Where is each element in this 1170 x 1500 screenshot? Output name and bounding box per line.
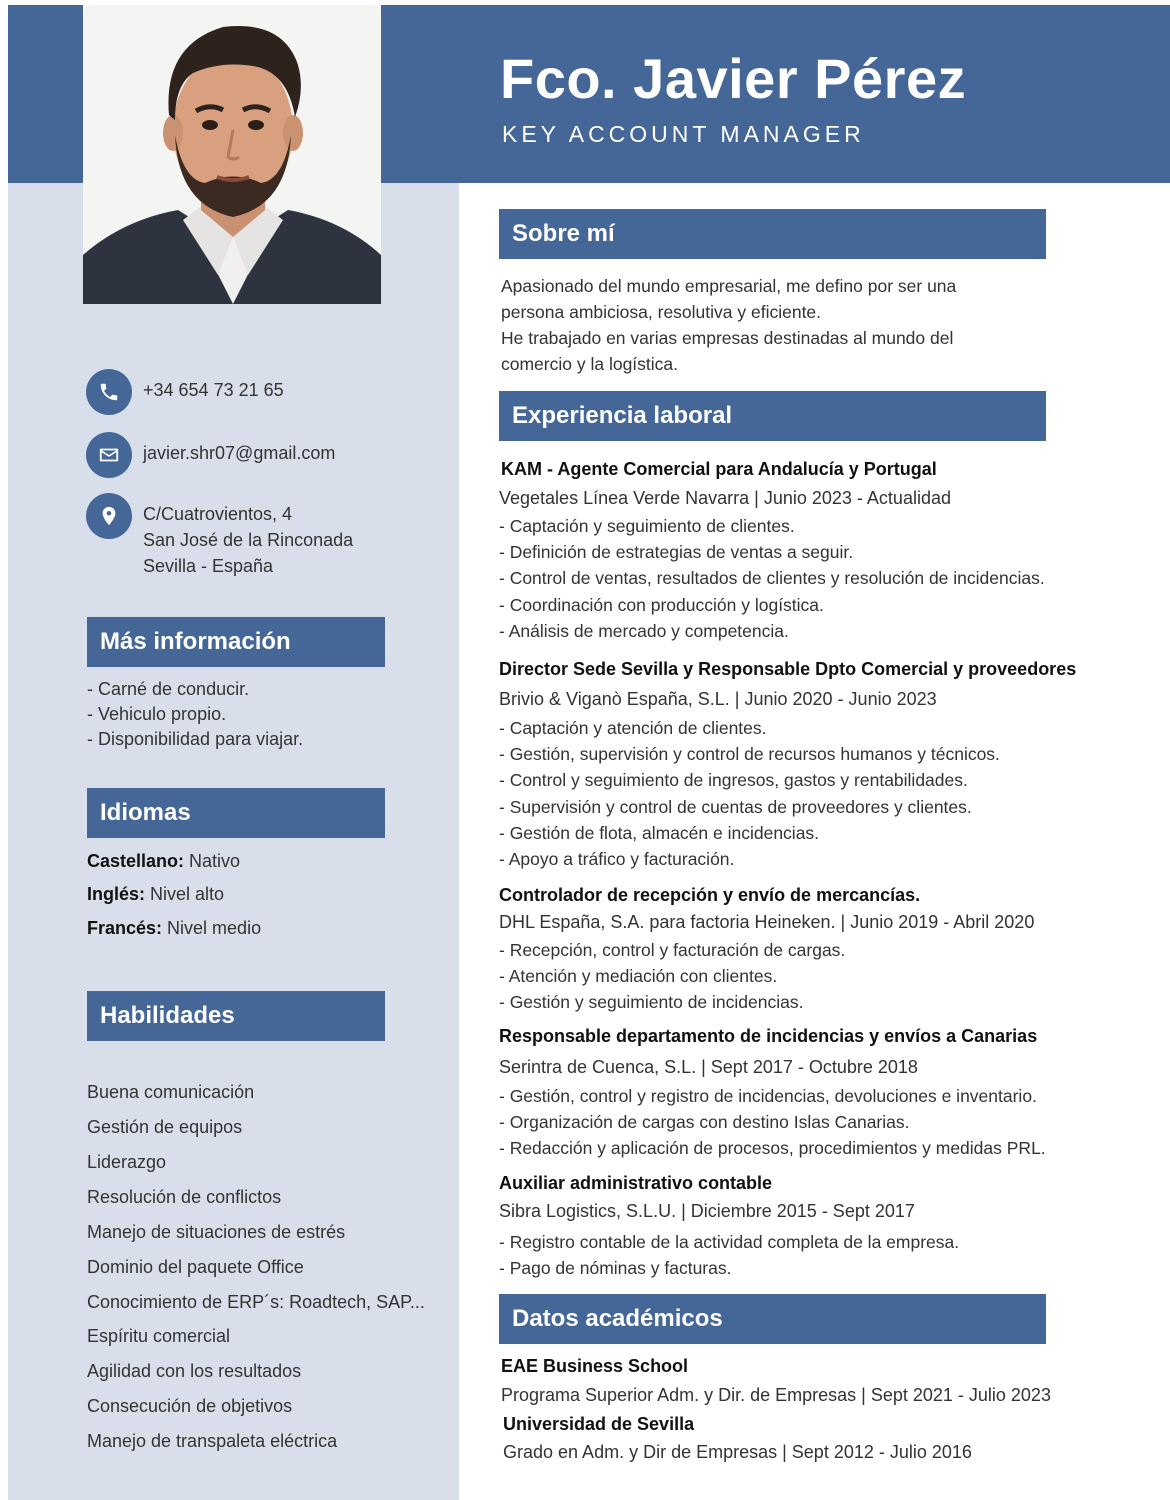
candidate-name: Fco. Javier Pérez [500,47,967,110]
more-info-list [87,677,303,752]
language-row [87,918,261,939]
skill-item: Gestión de equipos [87,1117,243,1137]
skill-item: Buena comunicación [87,1082,255,1102]
section-header-experience: Experiencia laboral [499,391,1046,441]
bullet-item: - Captación y seguimiento de clientes. [499,516,795,536]
bullet-item: - Gestión, control y registro de incidencias, devoluciones e inventario. [499,1086,1037,1106]
location-icon [86,493,132,539]
bullet-item: - Definición de estrategias de ventas a seguir. [499,542,854,563]
about-line: persona ambiciosa, resolutiva y eficiente. [501,302,822,322]
job-bullets [499,937,845,1016]
job-title: Auxiliar administrativo contable [499,1173,773,1193]
list-item: - Vehiculo propio. [87,704,227,724]
skill-item: Liderazgo [87,1152,167,1172]
section-header-languages: Idiomas [87,788,385,838]
language-name: Inglés: [87,884,146,904]
job-company: Brivio & Viganò España, S.L. | Junio 2020 - Junio 2023 [499,689,937,709]
skill-item: Espíritu comercial [87,1326,231,1346]
job-title: Controlador de recepción y envío de mercancías. [499,885,921,905]
address [143,501,353,579]
bullet-item: - Gestión, supervisión y control de recursos humanos y técnicos. [499,744,1000,765]
section-header-skills: Habilidades [87,991,385,1041]
job-bullets [499,1083,1046,1162]
job-company: DHL España, S.A. para factoria Heineken. | Junio 2019 - Abril 2020 [499,912,1035,932]
bullet-item: - Coordinación con producción y logística. [499,594,824,615]
job-bullets [499,1229,959,1281]
job-company: Vegetales Línea Verde Navarra | Junio 2023 - Actualidad [499,488,951,508]
skill-item: Dominio del paquete Office [87,1257,304,1277]
job-bullets [499,513,1045,644]
skill-item: Consecución de objetivos [87,1396,293,1416]
job-bullets [499,715,1000,872]
bullet-item: - Gestión y seguimiento de incidencias. [499,992,804,1013]
language-level: Nivel medio [162,918,262,938]
section-header-more-info: Más información [87,617,385,667]
skill-item: Conocimiento de ERP´s: Roadtech, SAP... [87,1292,425,1312]
school-detail: Grado en Adm. y Dir de Empresas | Sept 2012 - Julio 2016 [503,1442,972,1462]
job-role: KEY ACCOUNT MANAGER [502,121,865,147]
language-level: Nativo [184,851,241,871]
school-name: EAE Business School [501,1356,689,1376]
bullet-item: - Control y seguimiento de ingresos, gastos y rentabilidades. [499,770,968,791]
email-address: javier.shr07@gmail.com [143,443,336,463]
language-row [87,884,224,905]
profile-photo [83,5,381,304]
phone-icon [86,369,132,415]
bullet-item: - Gestión de flota, almacén e incidencias. [499,822,820,843]
address-line: Sevilla - España [143,556,274,576]
language-name: Francés: [87,918,163,938]
list-item: - Disponibilidad para viajar. [87,729,304,749]
section-header-education: Datos académicos [499,1294,1046,1344]
about-line: Apasionado del mundo empresarial, me defino por ser una [501,276,957,296]
phone-number: +34 654 73 21 65 [143,380,284,400]
bullet-item: - Redacción y aplicación de procesos, procedimientos y medidas PRL. [499,1138,1046,1159]
about-line: comercio y la logística. [501,354,679,374]
bullet-item: - Análisis de mercado y competencia. [499,620,789,641]
bullet-item: - Registro contable de la actividad completa de la empresa. [499,1232,960,1252]
bullet-item: - Pago de nóminas y facturas. [499,1258,732,1279]
language-level: Nivel alto [145,884,225,904]
bullet-item: - Organización de cargas con destino Islas Canarias. [499,1112,910,1133]
language-row [87,851,240,872]
bullet-item: - Recepción, control y facturación de cargas. [499,940,846,960]
job-title: Director Sede Sevilla y Responsable Dpto Comercial y proveedores [499,659,1077,679]
bullet-item: - Atención y mediación con clientes. [499,966,778,987]
skill-item: Manejo de situaciones de estrés [87,1222,346,1242]
school-detail: Programa Superior Adm. y Dir. de Empresas | Sept 2021 - Julio 2023 [501,1385,1051,1405]
address-line: C/Cuatrovientos, 4 [143,504,293,524]
email-icon [86,432,132,478]
school-name: Universidad de Sevilla [503,1414,695,1434]
list-item: - Carné de conducir. [87,679,250,699]
job-title: KAM - Agente Comercial para Andalucía y Portugal [501,459,937,479]
job-company: Serintra de Cuenca, S.L. | Sept 2017 - Octubre 2018 [499,1057,918,1077]
skill-item: Agilidad con los resultados [87,1361,302,1381]
about-text [501,273,1061,377]
bullet-item: - Apoyo a tráfico y facturación. [499,849,735,870]
section-header-about: Sobre mí [499,209,1046,259]
bullet-item: - Supervisión y control de cuentas de proveedores y clientes. [499,796,972,817]
address-line: San José de la Rinconada [143,530,354,550]
about-line: He trabajado en varias empresas destinadas al mundo del [501,328,954,348]
language-name: Castellano: [87,851,185,871]
job-title: Responsable departamento de incidencias y envíos a Canarias [499,1026,1038,1046]
bullet-item: - Captación y atención de clientes. [499,718,767,738]
bullet-item: - Control de ventas, resultados de clientes y resolución de incidencias. [499,568,1045,589]
skill-item: Manejo de transpaleta eléctrica [87,1431,338,1451]
skill-item: Resolución de conflictos [87,1187,282,1207]
job-company: Sibra Logistics, S.L.U. | Diciembre 2015 - Sept 2017 [499,1201,915,1221]
